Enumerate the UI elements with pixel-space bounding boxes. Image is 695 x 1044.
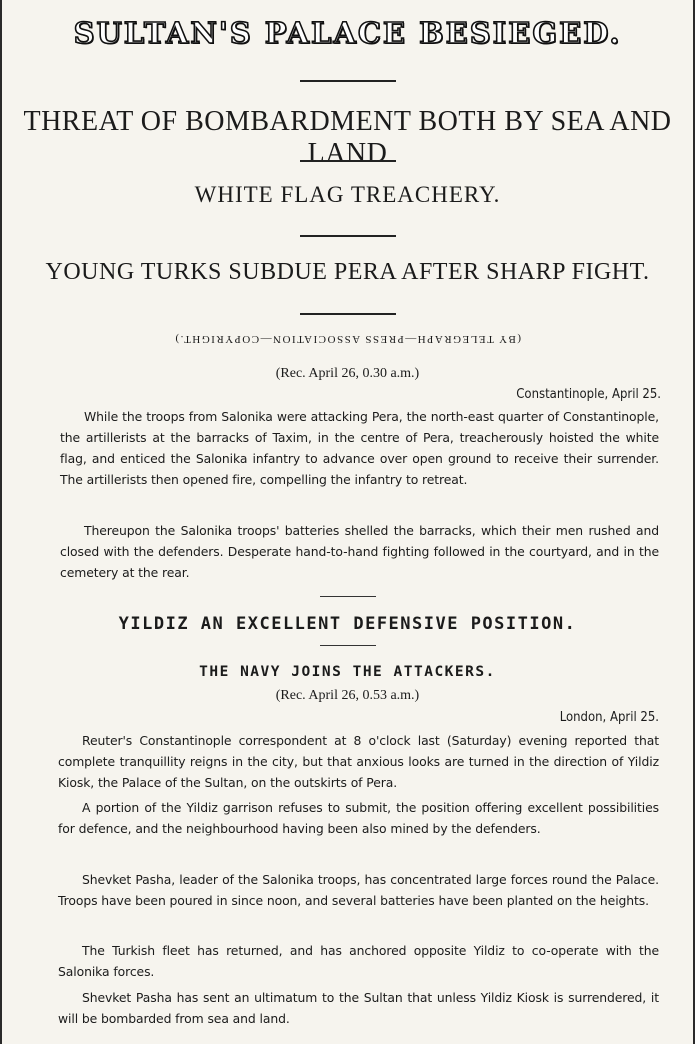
article-paragraph: Thereupon the Salonika troops' batteries shelled the barracks, which their men rushed and closed with the defenders. Desperate hand-to-hand fighting followed in the courtyard, and in the cemetery at the rear. [60, 523, 659, 580]
dateline: Constantinople, April 25. [516, 387, 661, 402]
dateline: London, April 25. [559, 710, 659, 725]
article-paragraph: Reuter's Constantinople correspondent at 8 o'clock last (Saturday) evening reported that complete tranquillity reigns in the city, but that anxious looks are turned in the direction of Yildiz Kiosk, the Palace of the Sultan, on the outskirts of Pera. [58, 733, 659, 790]
divider-rule [320, 596, 376, 597]
article-paragraph: The Turkish fleet has returned, and has anchored opposite Yildiz to co-operate with the Salonika forces. [58, 943, 659, 979]
divider-rule [300, 80, 396, 82]
received-time: (Rec. April 26, 0.53 a.m.) [275, 688, 420, 703]
subhead-bombardment: THREAT OF BOMBARDMENT BOTH BY SEA AND LAND [23, 106, 672, 169]
article-paragraph: A portion of the Yildiz garrison refuses to submit, the position offering excellent possibilities for defence, and the neighbourhood having been also mined by the defenders. [58, 800, 659, 836]
subhead-young-turks: YOUNG TURKS SUBDUE PERA AFTER SHARP FIGHT. [45, 259, 650, 285]
article-paragraph: Shevket Pasha has sent an ultimatum to the Sultan that unless Yildiz Kiosk is surrendered, it will be bombarded from sea and land. [58, 990, 659, 1026]
section-heading: YILDIZ AN EXCELLENT DEFENSIVE POSITION. [118, 614, 577, 634]
article-paragraph: While the troops from Salonika were attacking Pera, the north-east quarter of Constantinople, the artillerists at the barracks of Taxim, in the centre of Pera, treacherously hoisted the white flag, and enticed the Salonika infantry to advance over open ground to receive their surrender. The artillerists then opened fire, compelling the infantry to retreat. [60, 409, 659, 487]
divider-rule [300, 160, 396, 162]
divider-rule [320, 645, 376, 646]
section-subheading: THE NAVY JOINS THE ATTACKERS. [199, 664, 496, 680]
received-time: (Rec. April 26, 0.30 a.m.) [275, 366, 420, 381]
subhead-white-flag: WHITE FLAG TREACHERY. [194, 182, 501, 207]
divider-rule [300, 235, 396, 237]
article-paragraph: Shevket Pasha, leader of the Salonika troops, has concentrated large forces round the Palace. Troops have been poured in since noon, and several batteries have been planted on the heights. [58, 872, 659, 908]
headline: SULTAN'S PALACE BESIEGED. [73, 16, 622, 50]
press-credit: (BY TELEGRAPH—PRESS ASSOCIATION—COPYRIGHT.) [174, 333, 521, 345]
divider-rule [300, 313, 396, 315]
